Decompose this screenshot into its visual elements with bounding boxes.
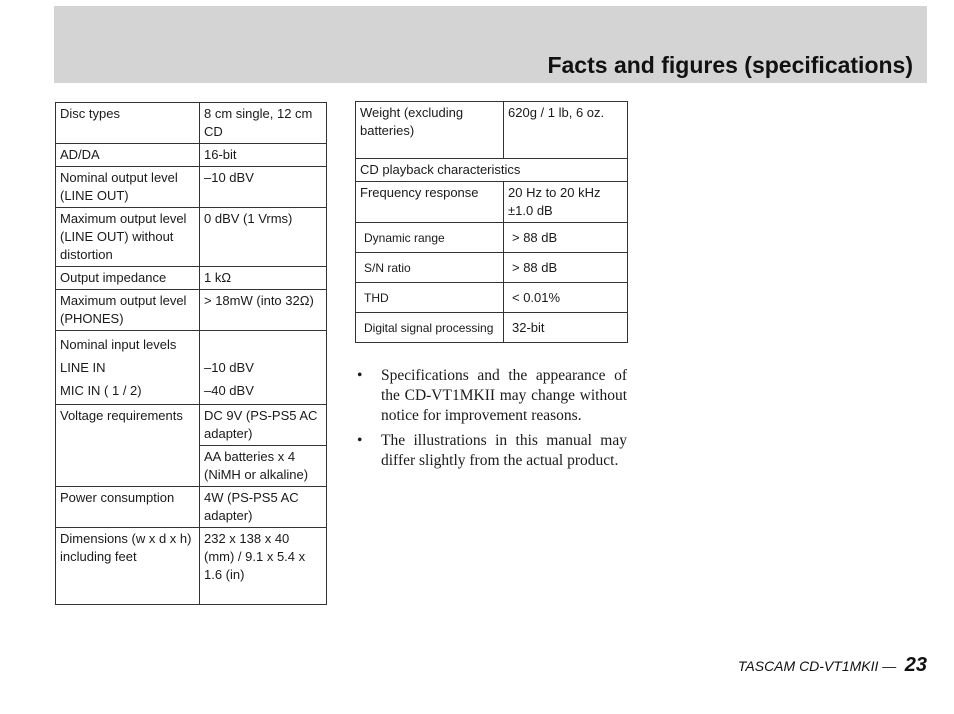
spec-value: –10 dBV <box>200 167 327 208</box>
spec-label: Output impedance <box>56 267 200 290</box>
footer-brand: TASCAM CD-VT1MKII — <box>737 658 897 674</box>
spec-label: THD <box>356 283 504 313</box>
table-row <box>356 283 628 313</box>
spec-value: 20 Hz to 20 kHz ±1.0 dB <box>504 182 628 223</box>
specifications-table-right <box>355 101 628 343</box>
spec-label: LINE IN <box>60 360 106 375</box>
spec-label: Power consumption <box>56 487 200 528</box>
spec-value: DC 9V (PS-PS5 AC adapter) <box>200 405 327 446</box>
note-text: The illustrations in this manual may differ slightly from the actual product. <box>381 432 627 469</box>
table-row <box>56 290 327 331</box>
table-row <box>56 103 327 144</box>
bullet-icon: • <box>357 432 363 449</box>
list-item <box>357 366 627 426</box>
list-item <box>357 431 627 471</box>
table-row <box>56 167 327 208</box>
spec-value: –40 dBV <box>204 383 254 398</box>
spec-value: > 88 dB <box>504 223 628 253</box>
note-text: Specifications and the appearance of the CD-VT1MKII may change without notice for improvement reasons. <box>381 367 627 424</box>
table-row <box>356 182 628 223</box>
table-row <box>56 528 327 605</box>
specifications-table-left <box>55 102 327 605</box>
spec-label: Nominal output level (LINE OUT) <box>56 167 200 208</box>
spec-value: > 88 dB <box>504 253 628 283</box>
spec-label: Digital signal processing <box>356 313 504 343</box>
spec-value: 16-bit <box>200 144 327 167</box>
spec-label: Dynamic range <box>356 223 504 253</box>
table-row <box>56 208 327 267</box>
spec-label: Frequency response <box>356 182 504 223</box>
page-footer <box>738 654 927 677</box>
spec-value: 232 x 138 x 40 (mm) / 9.1 x 5.4 x 1.6 (in) <box>200 528 327 605</box>
spec-value: 4W (PS-PS5 AC adapter) <box>200 487 327 528</box>
spec-value: 1 kΩ <box>200 267 327 290</box>
bullet-icon: • <box>357 367 363 384</box>
table-row <box>56 331 327 405</box>
page-header <box>54 6 927 83</box>
spec-value: > 18mW (into 32Ω) <box>200 290 327 331</box>
spec-value: < 0.01% <box>504 283 628 313</box>
spec-section-heading: CD playback characteristics <box>356 159 628 182</box>
spec-label: AD/DA <box>56 144 200 167</box>
spec-label: Disc types <box>56 103 200 144</box>
table-row <box>56 267 327 290</box>
page-number: 23 <box>904 654 927 676</box>
spec-value: –10 dBV <box>204 360 254 375</box>
spec-label-group <box>56 331 200 405</box>
spec-label: S/N ratio <box>356 253 504 283</box>
spec-value: 32-bit <box>504 313 628 343</box>
spec-label: MIC IN ( 1 / 2) <box>60 383 142 398</box>
spec-value <box>204 333 322 356</box>
spec-value: 8 cm single, 12 cm CD <box>200 103 327 144</box>
spec-label: Weight (excluding batteries) <box>356 102 504 159</box>
spec-label: Voltage requirements <box>56 405 200 487</box>
table-row <box>356 313 628 343</box>
spec-value: 620g / 1 lb, 6 oz. <box>504 102 628 159</box>
table-row <box>356 223 628 253</box>
spec-value-group <box>200 331 327 405</box>
table-row <box>56 144 327 167</box>
spec-label: Maximum output level (LINE OUT) without distortion <box>56 208 200 267</box>
spec-label: Nominal input levels <box>60 337 177 352</box>
table-row <box>56 405 327 446</box>
table-row <box>356 102 628 159</box>
spec-value: 0 dBV (1 Vrms) <box>200 208 327 267</box>
table-row <box>56 487 327 528</box>
table-row <box>356 253 628 283</box>
page-title: Facts and figures (specifications) <box>547 52 913 78</box>
table-row <box>356 159 628 182</box>
spec-label: Dimensions (w x d x h) including feet <box>56 528 200 605</box>
notes-list <box>357 366 627 476</box>
spec-label: Maximum output level (PHONES) <box>56 290 200 331</box>
spec-value: AA batteries x 4 (NiMH or alkaline) <box>200 446 327 487</box>
